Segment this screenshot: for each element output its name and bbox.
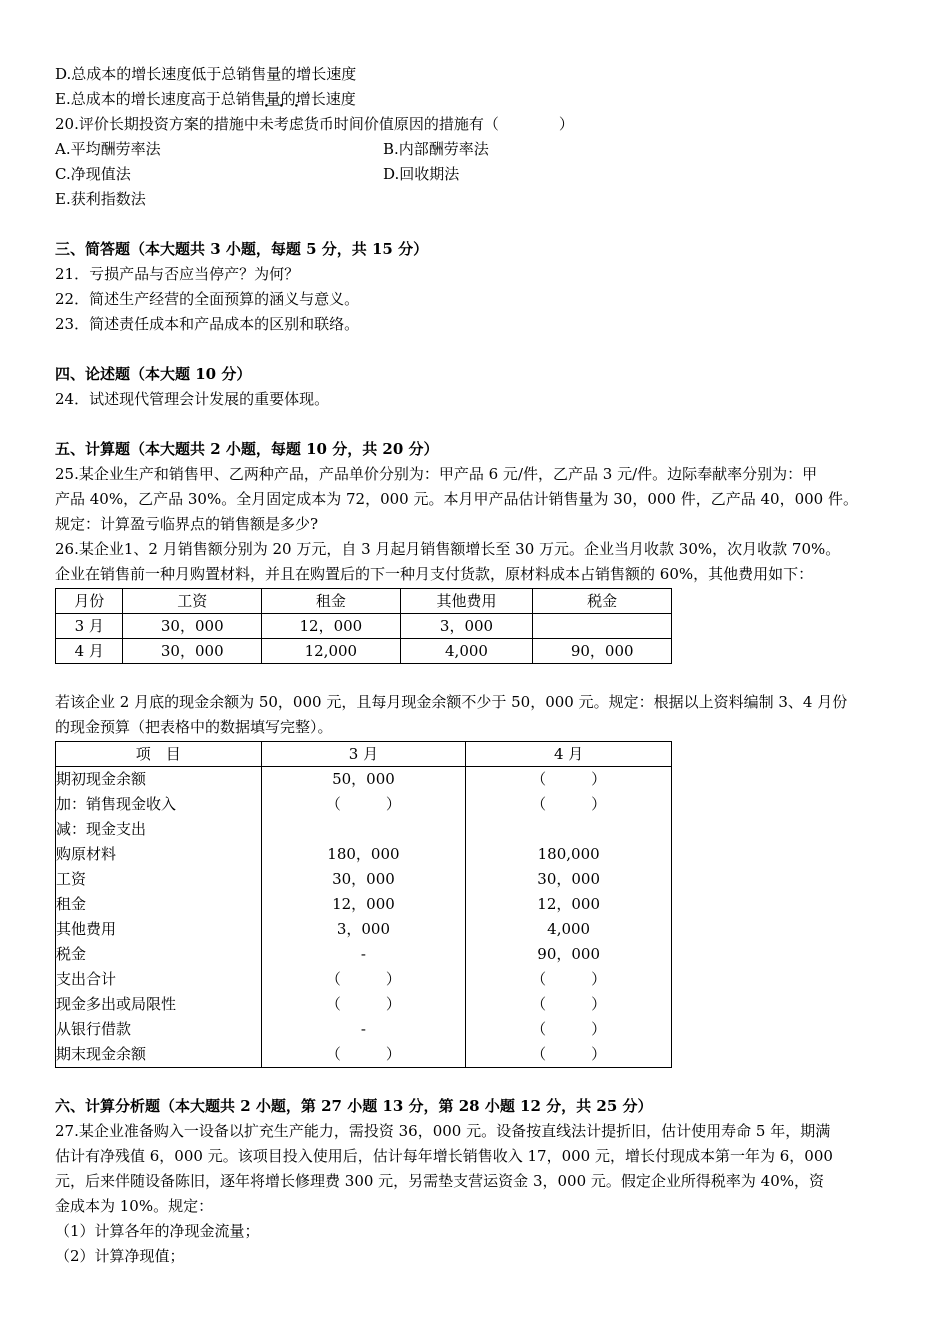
table-cell: 50，000 [261, 767, 466, 793]
table-cell: 180，000 [261, 842, 466, 867]
section5-heading: 五、计算题（本大题共 2 小题，每题 10 分，共 20 分） [55, 440, 439, 458]
table-row [56, 817, 672, 842]
table-cell: 12,000 [262, 639, 401, 664]
table-header-cell: 4 月 [466, 742, 672, 767]
q27-sub1: （1）计算各年的净现金流量； [55, 1222, 260, 1240]
section4-heading: 四、论述题（本大题 10 分） [55, 365, 252, 383]
table-cell [466, 817, 672, 842]
table-header-cell: 税金 [533, 589, 672, 614]
q20-option-a: A.平均酬劳率法 [55, 140, 161, 158]
row-label: 减：现金支出 [56, 817, 262, 842]
section3-heading: 三、简答题（本大题共 3 小题，每题 5 分，共 15 分） [55, 240, 429, 258]
table-cell: 30，000 [466, 867, 672, 892]
row-label: 购原材料 [56, 842, 262, 867]
q20-stem-pre: 20.评价长期投资方案的措施中 [55, 115, 259, 133]
q26-line2: 企业在销售前一种月购置材料，并且在购置后的下一种月支付货款，原材料成本占销售额的 60%，其他费用如下： [55, 565, 814, 583]
table-cell: （ ） [466, 1017, 672, 1042]
cash-budget-table [55, 741, 672, 1068]
table-header-cell: 月份 [56, 589, 123, 614]
q23: 23．简述责任成本和产品成本的区别和联络。 [55, 315, 360, 333]
table-header-row [56, 589, 672, 614]
table-cell: （ ） [261, 967, 466, 992]
q26-line4: 的现金预算（把表格中的数据填写完整）。 [55, 718, 333, 736]
table-row [56, 792, 672, 817]
q20-emphasis: 未考虑 [258, 115, 304, 133]
row-label: 加：销售现金收入 [56, 792, 262, 817]
table-cell: 3，000 [400, 614, 533, 639]
table-header-cell: 其他费用 [400, 589, 533, 614]
q27-line3: 元，后来伴随设备陈旧，逐年将增长修理费 300 元，另需垫支营运资金 3，000 元。假定企业所得税率为 40%，资 [55, 1172, 824, 1190]
table-cell: （ ） [261, 992, 466, 1017]
table-cell: 30，000 [123, 614, 262, 639]
table-cell: 12，000 [261, 892, 466, 917]
table-row [56, 1017, 672, 1042]
row-label: 其他费用 [56, 917, 262, 942]
table-cell: 90，000 [466, 942, 672, 967]
q25-line1: 25.某企业生产和销售甲、乙两种产品，产品单价分别为：甲产品 6 元/件，乙产品 3 元/件。边际奉献率分别为：甲 [55, 465, 818, 483]
table-cell: - [261, 1017, 466, 1042]
row-label: 期末现金余额 [56, 1042, 262, 1068]
row-label: 工资 [56, 867, 262, 892]
table-row [56, 842, 672, 867]
q20-options-row1 [55, 137, 898, 162]
table-header-cell: 3 月 [261, 742, 466, 767]
table-header-cell: 工资 [123, 589, 262, 614]
table-cell: 30，000 [123, 639, 262, 664]
q27-sub2: （2）计算净现值； [55, 1247, 185, 1265]
table-row [56, 892, 672, 917]
q20-options-row2 [55, 162, 898, 187]
table-row [56, 1042, 672, 1068]
table-row [56, 639, 672, 664]
row-label: 支出合计 [56, 967, 262, 992]
table-cell: （ ） [261, 792, 466, 817]
table-row [56, 917, 672, 942]
q20-stem-post: 货币时间价值原因的措施有（ [303, 115, 499, 133]
table-cell: 4 月 [56, 639, 123, 664]
table-header-cell: 租金 [262, 589, 401, 614]
table-row [56, 867, 672, 892]
exam-page [55, 62, 898, 1269]
table-row [56, 942, 672, 967]
q19-option-e: E.总成本的增长速度高于总销售量的增长速度 [55, 90, 356, 108]
table-cell: （ ） [466, 967, 672, 992]
q27-line4: 金成本为 10%。规定： [55, 1197, 214, 1215]
table-cell: （ ） [466, 992, 672, 1017]
q20-option-d: D.回收期法 [383, 165, 460, 183]
table-cell: （ ） [261, 1042, 466, 1068]
table-cell: 12，000 [466, 892, 672, 917]
row-label: 期初现金余额 [56, 767, 262, 793]
q26-line1: 26.某企业1、2 月销售额分别为 20 万元，自 3 月起月销售额增长至 30 万元。企业当月收款 30%，次月收款 70%。 [55, 540, 841, 558]
q25-line3: 规定：计算盈亏临界点的销售额是多少? [55, 515, 319, 533]
q21: 21．亏损产品与否应当停产？为何？ [55, 265, 300, 283]
table-cell [533, 614, 672, 639]
table-cell: 180,000 [466, 842, 672, 867]
table-cell: （ ） [466, 1042, 672, 1068]
table-cell: - [261, 942, 466, 967]
table-row [56, 967, 672, 992]
table-cell: 90，000 [533, 639, 672, 664]
table-cell: （ ） [466, 792, 672, 817]
q26-line3: 若该企业 2 月底的现金余额为 50，000 元，且每月现金余额不少于 50，000 元。规定：根据以上资料编制 3、4 月份 [55, 693, 848, 711]
table-cell: 4,000 [400, 639, 533, 664]
table-row [56, 614, 672, 639]
row-label: 税金 [56, 942, 262, 967]
table-cell: 3 月 [56, 614, 123, 639]
q24: 24．试述现代管理会计发展的重要体现。 [55, 390, 330, 408]
q20-option-c: C.净现值法 [55, 165, 131, 183]
table-cell: 12，000 [262, 614, 401, 639]
q20-close-paren: ） [558, 115, 574, 133]
expense-table [55, 588, 672, 664]
table-cell: 4,000 [466, 917, 672, 942]
section6-heading: 六、计算分析题（本大题共 2 小题，第 27 小题 13 分，第 28 小题 12 分，共 25 分） [55, 1097, 653, 1115]
q27-line1: 27.某企业准备购入一设备以扩充生产能力，需投资 36，000 元。设备按直线法计提折旧，估计使用寿命 5 年，期满 [55, 1122, 831, 1140]
table-cell [261, 817, 466, 842]
q22: 22．简述生产经营的全面预算的涵义与意义。 [55, 290, 360, 308]
row-label: 租金 [56, 892, 262, 917]
table-cell: （ ） [466, 767, 672, 793]
table-row [56, 992, 672, 1017]
row-label: 从银行借款 [56, 1017, 262, 1042]
q19-option-d: D.总成本的增长速度低于总销售量的增长速度 [55, 65, 357, 83]
table-row [56, 767, 672, 793]
table-header-row [56, 742, 672, 767]
table-header-cell: 项 目 [56, 742, 262, 767]
row-label: 现金多出或局限性 [56, 992, 262, 1017]
q27-line2: 估计有净残值 6，000 元。该项目投入使用后，估计每年增长销售收入 17，000 元，增长付现成本第一年为 6，000 [55, 1147, 833, 1165]
q20-stem [55, 112, 898, 137]
table-cell: 30，000 [261, 867, 466, 892]
q20-option-e: E.获利指数法 [55, 190, 146, 208]
table-cell: 3，000 [261, 917, 466, 942]
q20-option-b: B.内部酬劳率法 [383, 140, 489, 158]
q25-line2: 产品 40%，乙产品 30%。全月固定成本为 72，000 元。本月甲产品估计销售量为 30，000 件，乙产品 40，000 件。 [55, 490, 858, 508]
